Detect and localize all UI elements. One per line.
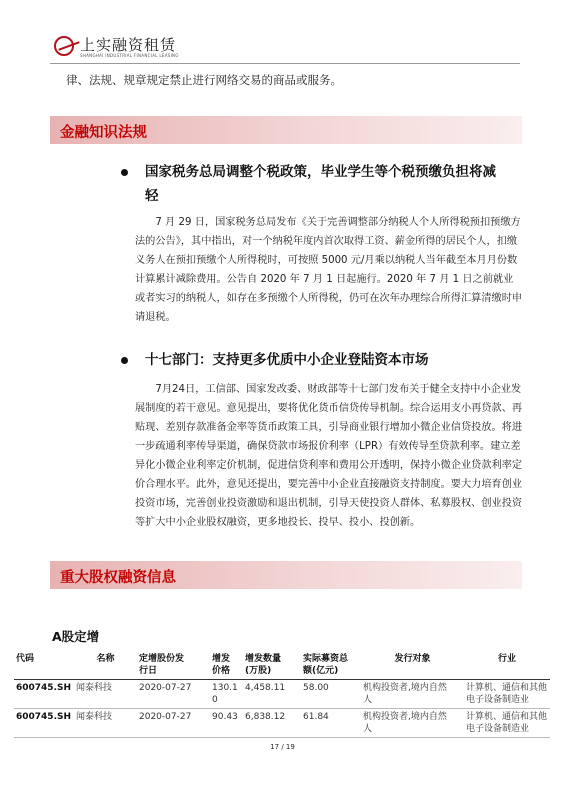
issue-date: 2020-07-27 bbox=[137, 680, 210, 709]
page-number: 17 / 19 bbox=[270, 743, 295, 751]
article-title-sme bbox=[145, 348, 429, 372]
raised-amount: 58.00 bbox=[301, 680, 361, 709]
company-english-name: SHANGHAI INDUSTRIAL FINANCIAL LEASING bbox=[80, 53, 179, 58]
column-header: 发行对象 bbox=[361, 651, 464, 680]
section-title: 金融知识法规 bbox=[60, 125, 147, 141]
issue-target: 机构投资者,境内自然 人 bbox=[361, 680, 464, 709]
article-title-line2: 轻 bbox=[145, 188, 159, 204]
column-header: 定增股份发 行日 bbox=[137, 651, 210, 680]
article-title-text: 十七部门：支持更多优质中小企业登陆资本市场 bbox=[145, 352, 429, 368]
company-name: 上实融资租赁 bbox=[80, 36, 177, 54]
issue-shares: 6,838.12 bbox=[243, 709, 301, 738]
private-placement-table bbox=[14, 651, 550, 738]
article-title-line1: 国家税务总局调整个税政策，毕业学生等个税预缴负担将减 bbox=[145, 164, 496, 180]
table-header-row bbox=[14, 651, 550, 680]
raised-amount: 61.84 bbox=[301, 709, 361, 738]
company-logo-icon bbox=[54, 36, 74, 56]
column-header: 增发数量 (万股) bbox=[243, 651, 301, 680]
industry: 计算机、通信和其他 电子设备制造业 bbox=[464, 709, 550, 738]
section-header-finance-law bbox=[50, 116, 522, 144]
section-header-equity-financing bbox=[50, 561, 522, 589]
article-paragraph: 7月24日，工信部、国家发改委、财政部等十七部门发布关于健全支持中小企业发展制度的若干意见。意见提出，要将优化货币信贷传导机制。综合运用支小再贷款、再贴现、差别存款准备金率等货币政策工具，引导商业银行增加小微企业信贷投放。将进一步疏通利率传导渠道，确保贷款市场报价利率（LPR）有效传导至贷款利率。建立差异化小微企业利率定价机制，促进信贷利率和费用公开透明，保持小微企业贷款利率定价合理水平。此外，意见还提出，要完善中小企业直接融资支持制度。要大力培育创业投资市场，完善创业投资激励和退出机制，引导天使投资人群体、私募股权、创业投资等扩大中小企业股权融资，更多地投长、投早、投小、投创新。 bbox=[135, 384, 523, 528]
article-body-sme bbox=[135, 380, 523, 532]
stock-code: 600745.SH bbox=[14, 680, 74, 709]
issue-target: 机构投资者,境内自然 人 bbox=[361, 709, 464, 738]
article-body-tax bbox=[135, 213, 523, 327]
issue-shares: 4,458.11 bbox=[243, 680, 301, 709]
header-divider bbox=[50, 63, 520, 64]
issue-date: 2020-07-27 bbox=[137, 709, 210, 738]
stock-code: 600745.SH bbox=[14, 709, 74, 738]
issue-price: 130.1 0 bbox=[210, 680, 243, 709]
bullet-icon bbox=[121, 357, 128, 364]
column-header: 行业 bbox=[464, 651, 550, 680]
continued-text: 律、法规、规章规定禁止进行网络交易的商品或服务。 bbox=[66, 73, 342, 87]
page-header bbox=[0, 0, 565, 78]
article-title-tax bbox=[145, 160, 496, 208]
industry: 计算机、通信和其他 电子设备制造业 bbox=[464, 680, 550, 709]
stock-name: 闻泰科技 bbox=[74, 680, 137, 709]
issue-price: 90.43 bbox=[210, 709, 243, 738]
section-title: 重大股权融资信息 bbox=[60, 570, 176, 586]
column-header: 名称 bbox=[74, 651, 137, 680]
column-header: 代码 bbox=[14, 651, 74, 680]
table-row bbox=[14, 680, 550, 709]
article-paragraph: 7 月 29 日，国家税务总局发布《关于完善调整部分纳税人个人所得税预扣预缴方法的公告》，其中指出，对一个纳税年度内首次取得工资、薪金所得的居民个人，扣缴义务人在预扣预缴个人所得税时，可按照 5000 元/月乘以纳税人当年截至本月月份数计算累计减除费用。公告自 2020 年 7 月 1 日起施行。2020 年 7 月 1 日之前就业或者实习的纳税人，如存在多预缴个人所得税，仍可在次年办理综合所得汇算清缴时申请退税。 bbox=[135, 217, 523, 323]
table-row bbox=[14, 709, 550, 738]
bullet-icon bbox=[121, 169, 128, 176]
column-header: 实际募资总 额(亿元) bbox=[301, 651, 361, 680]
stock-name: 闻泰科技 bbox=[74, 709, 137, 738]
table-subheading: A股定增 bbox=[52, 629, 100, 644]
column-header: 增发 价格 bbox=[210, 651, 243, 680]
